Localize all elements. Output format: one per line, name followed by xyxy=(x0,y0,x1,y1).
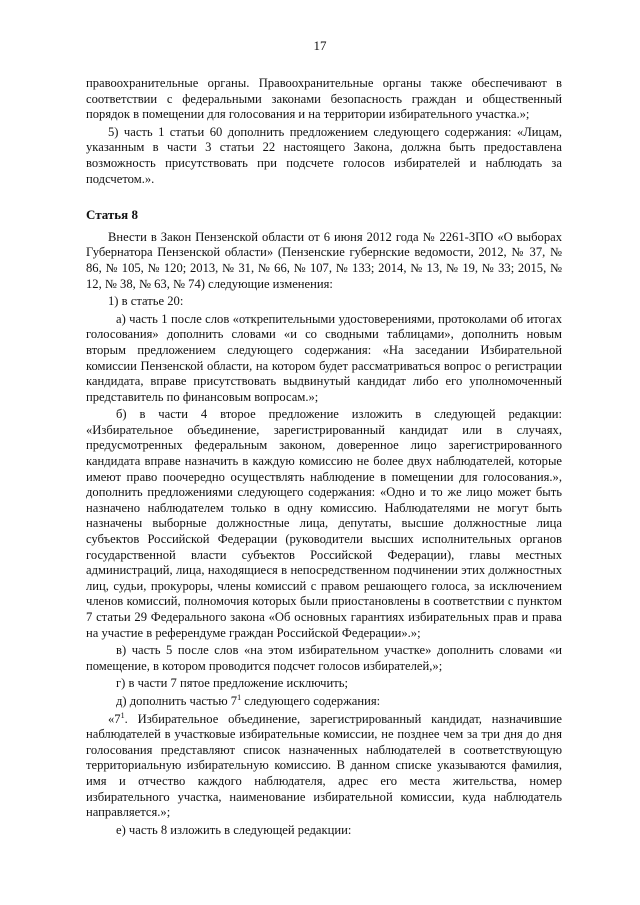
list-item-v: в) часть 5 после слов «на этом избирательном участке» дополнить словами «и помещение, в котором проводится подсчет голосов избирателей,»; xyxy=(86,643,562,673)
quote-body: . Избирательное объединение, зарегистрированный кандидат, назначившие наблюдателей в участковые избирательные комиссии, не позднее чем за три дня до дня голосования представляют список назначенных наблюдателей в соответствующую территориальную избирательную комиссию. В данном списке указываются фамилия, имя и отчество каждого наблюдателя, адрес его места жительства, номер избирательного участка, наименование избирательной комиссии, куда наблюдатель направляется.»; xyxy=(86,711,562,820)
paragraph-continuation: правоохранительные органы. Правоохранительные органы также обеспечивают в соответствии с федеральными законами безопасность граждан и общественный порядок в помещении для голосования и на территории избирательного участка.»; xyxy=(86,76,562,122)
page-number: 17 xyxy=(313,38,327,53)
list-item-1: 1) в статье 20: xyxy=(108,294,184,309)
list-item-e: е) часть 8 изложить в следующей редакции: xyxy=(116,822,352,837)
list-item-d-text: д) дополнить частью 7 xyxy=(116,693,238,708)
document-body xyxy=(86,76,562,838)
paragraph-item-5: 5) часть 1 статьи 60 дополнить предложением следующего содержания: «Лицам, указанным в части 3 статьи 22 настоящего Закона, должна быть предоставлена возможность присутствовать при подсчете голосов избирателей и наблюдать за подсчетом.». xyxy=(86,124,562,186)
list-item-d-tail: следующего содержания: xyxy=(241,693,381,708)
article-title: Статья 8 xyxy=(86,207,138,223)
quote-number: «7 xyxy=(108,711,121,726)
paragraph-intro: Внести в Закон Пензенской области от 6 июня 2012 года № 2261-ЗПО «О выборах Губернатора Пензенской области» (Пензенские губернские ведомости, 2012, № 37, № 86, № 105, № 120; 2013, № 31, № 66, № 107, № 133; 2014, № 13, № 19, № 33; 2015, № 12, № 38, № 63, № 74) следующие изменения: xyxy=(86,229,562,291)
list-item-b: б) в части 4 второе предложение изложить в следующей редакции: «Избирательное объединение, зарегистрированный кандидат или в случаях, предусмотренных федеральным законом, доверенное лицо зарегистрированного кандидата вправе назначить в каждую комиссию не более двух наблюдателей, которые имеют право поочередно осуществлять наблюдение в помещении для голосования.», дополнить предложениями следующего содержания: «Одно и то же лицо может быть назначено наблюдателем только в одну комиссию. Наблюдателями не могут быть назначены выборные должностные лица, депутаты, высшие должностные лица субъектов Российской Федерации (руководители высших исполнительных органов государственной власти субъектов Российской Федерации), главы местных администраций, лица, находящиеся в непосредственном подчинении этих должностных лиц, судьи, прокуроры, члены комиссий с правом решающего голоса, за исключением членов комиссий, полномочия которых были приостановлены в соответствии с пунктом 7 статьи 29 Федерального закона «Об основных гарантиях избирательных прав и права на участие в референдуме граждан Российской Федерации».»; xyxy=(86,407,562,640)
list-item-a: а) часть 1 после слов «открепительными удостоверениями, протоколами об итогах голосования» дополнить словами «и со сводными таблицами», дополнить новым вторым предложением следующего содержания: «На заседании Избирательной комиссии Пензенской области, на котором будет рассматриваться вопрос о регистрации кандидата, вправе присутствовать выдвинутый кандидат либо его уполномоченный представитель по финансовым вопросам.»; xyxy=(86,311,562,404)
quoted-part-7-1 xyxy=(86,712,562,821)
list-item-g: г) в части 7 пятое предложение исключить; xyxy=(116,676,348,691)
quote-sup: 1 xyxy=(120,710,125,720)
list-item-d-sup: 1 xyxy=(237,692,242,702)
list-item-d xyxy=(86,694,562,710)
